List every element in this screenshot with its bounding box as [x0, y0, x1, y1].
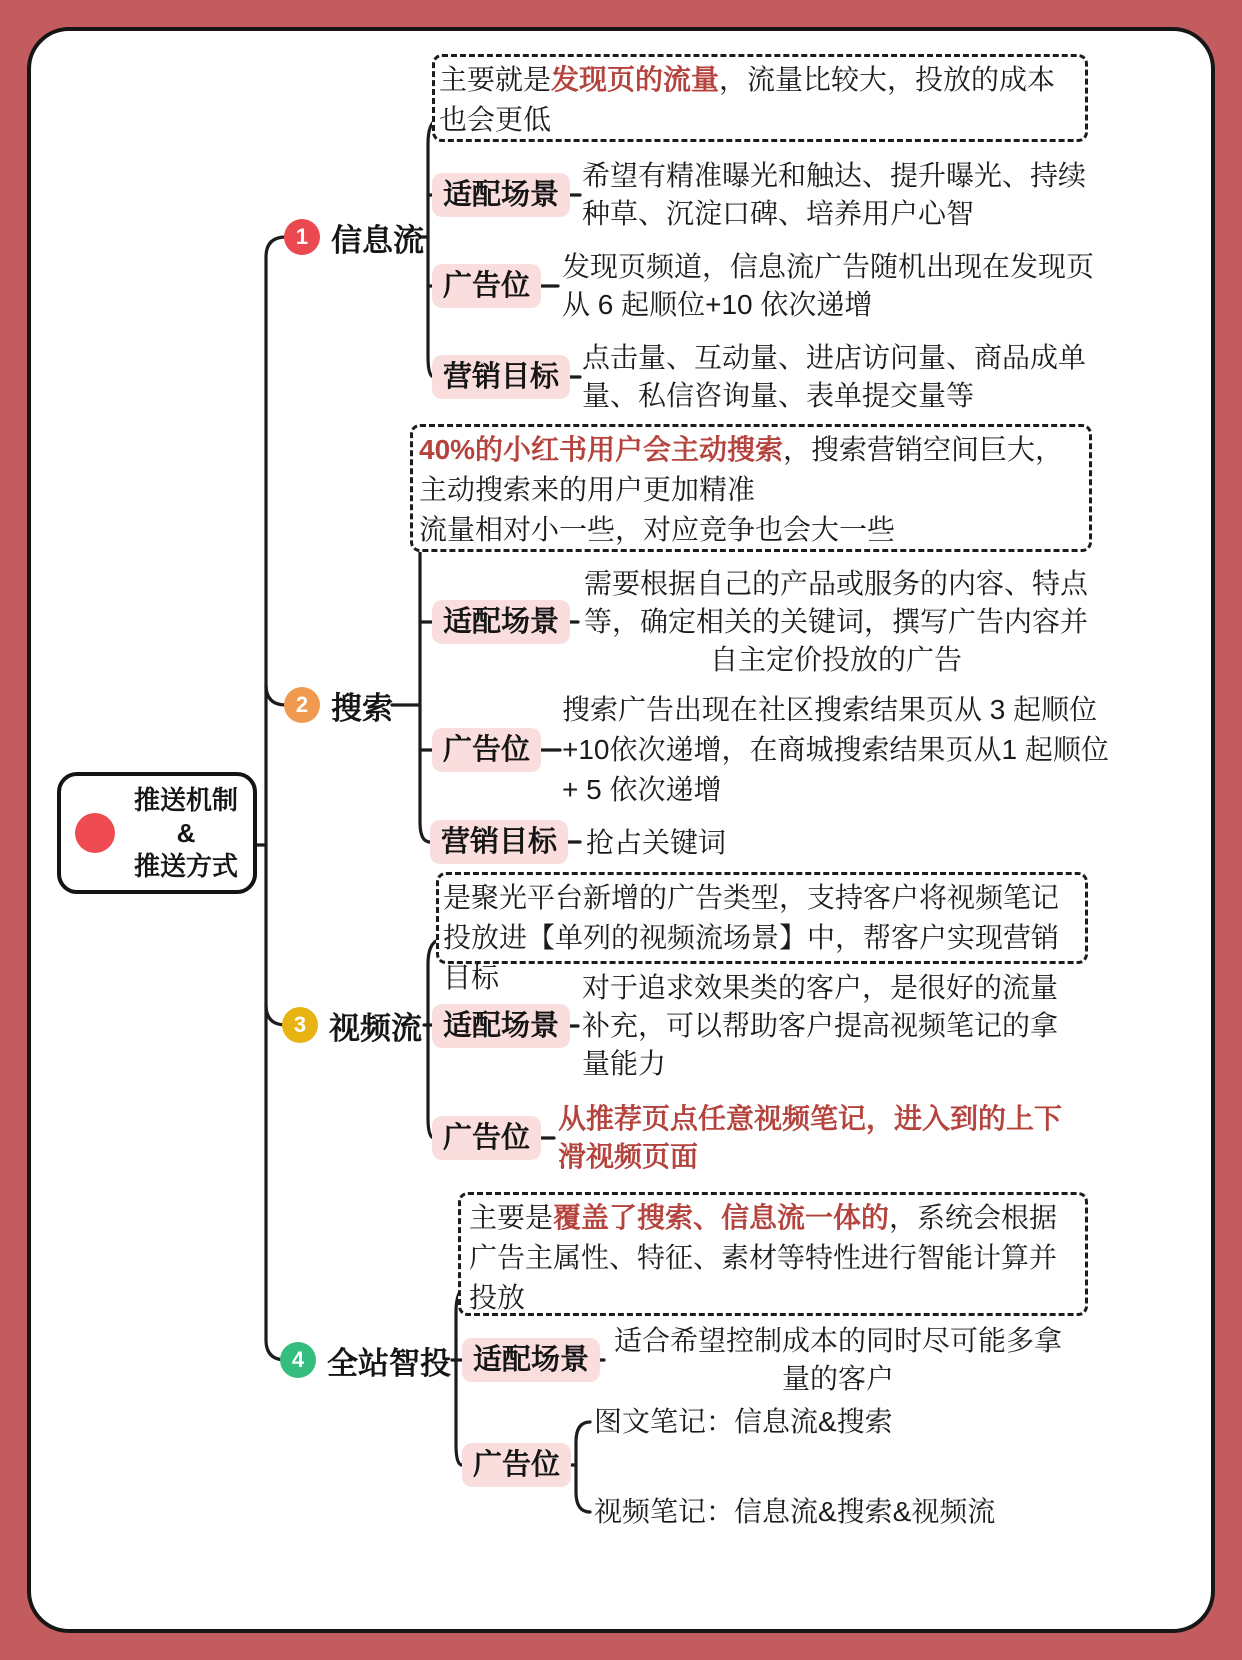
- branch-2-note: [410, 424, 1092, 552]
- root-title: [125, 784, 253, 883]
- branch-1-text-shipei: 希望有精准曝光和触达、提升曝光、持续种草、沉淀口碑、培养用户心智: [582, 160, 1087, 229]
- branch-2-label-guanggaowei: 广告位: [432, 728, 541, 772]
- branch-4-text-shipei: 适合希望控制成本的同时尽可能多拿量的客户: [613, 1325, 1062, 1394]
- branch-3-badge-icon: 3: [282, 1007, 318, 1043]
- branch-3-label-guanggaowei: 广告位: [432, 1116, 541, 1160]
- branch-3-name: 视频流: [329, 1010, 422, 1046]
- note-text: ，系统会根据广告主属性、特征、素材等特性进行智能计算并投放: [469, 1202, 1058, 1313]
- note-highlight: 发现页的流量: [551, 64, 720, 95]
- branch-1-label-yingxiao: 营销目标: [432, 355, 570, 399]
- branch-1-text-yingxiao: 点击量、互动量、进店访问量、商品成单量、私信咨询量、表单提交量等: [582, 342, 1087, 411]
- branch-sousuo: [284, 684, 393, 726]
- branch-1-label-guanggaowei: 广告位: [432, 264, 541, 308]
- branch-1-label-shipei: 适配场景: [432, 173, 570, 217]
- branch-4-item-tuwen: 图文笔记：信息流&搜索: [594, 1406, 893, 1437]
- branch-shipinliu: [282, 1004, 422, 1046]
- branch-2-badge-icon: 2: [284, 687, 320, 723]
- branch-4-label-guanggaowei: 广告位: [462, 1443, 571, 1487]
- branch-3-label-shipei: 适配场景: [432, 1004, 570, 1048]
- branch-2-text-yingxiao: 抢占关键词: [586, 827, 727, 858]
- branch-3-note: [436, 872, 1088, 993]
- branch-1-note: [432, 54, 1088, 142]
- branch-3-text-guanggaowei: 从推荐页点任意视频笔记，进入到的上下滑视频页面: [558, 1103, 1063, 1172]
- branch-4-badge-icon: 4: [280, 1342, 316, 1378]
- root-title-line1: 推送机制: [133, 784, 238, 815]
- note-text: ，搜索营销空间巨大，主动搜索来的用户更加精准: [419, 434, 1064, 505]
- root-title-line3: 推送方式: [133, 850, 238, 881]
- branch-1-badge-icon: 1: [284, 219, 320, 255]
- branch-1-text-guanggaowei: 发现页频道，信息流广告随机出现在发现页从 6 起顺位+10 依次递增: [562, 251, 1095, 320]
- branch-4-item-shipin: 视频笔记：信息流&搜索&视频流: [594, 1496, 996, 1527]
- note-highlight: 覆盖了搜索、信息流一体的: [553, 1202, 890, 1233]
- branch-1-name: 信息流: [331, 222, 424, 258]
- note-text: ，流量比较大，投放的成本也会更低: [439, 64, 1056, 135]
- branch-2-label-yingxiao: 营销目标: [430, 820, 568, 864]
- branch-2-name: 搜索: [331, 690, 393, 726]
- red-dot-icon: [75, 813, 115, 853]
- branch-3-text-shipei: 对于追求效果类的客户，是很好的流量补充，可以帮助客户提高视频笔记的拿量能力: [582, 972, 1059, 1079]
- note-highlight: 40%的小红书用户会主动搜索: [419, 434, 784, 465]
- branch-4-name: 全站智投: [327, 1345, 451, 1381]
- branch-xinxiliu: [284, 216, 424, 258]
- note-text: 是聚光平台新增的广告类型，支持客户将视频笔记投放进【单列的视频流场景】中，帮客户实现营销目标: [443, 882, 1060, 993]
- root-title-line2: &: [176, 817, 196, 848]
- note-line-1: [419, 430, 1087, 510]
- branch-4-note: [458, 1192, 1088, 1316]
- branch-2-text-shipei: 需要根据自己的产品或服务的内容、特点等，确定相关的关键词，撰写广告内容并自主定价投放的广告: [583, 568, 1088, 675]
- branch-quanzhanzhitou: [280, 1339, 451, 1381]
- branch-2-label-shipei: 适配场景: [432, 600, 570, 644]
- branch-4-label-shipei: 适配场景: [462, 1338, 600, 1382]
- note-text: 主要是: [469, 1202, 554, 1233]
- root-node: [57, 772, 257, 894]
- note-text: 主要就是: [439, 64, 552, 95]
- note-line-2: 流量相对小一些，对应竞争也会大一些: [419, 514, 896, 545]
- branch-2-text-guanggaowei: 搜索广告出现在社区搜索结果页从 3 起顺位+10依次递增，在商城搜索结果页从1 起顺位 + 5 依次递增: [562, 694, 1109, 805]
